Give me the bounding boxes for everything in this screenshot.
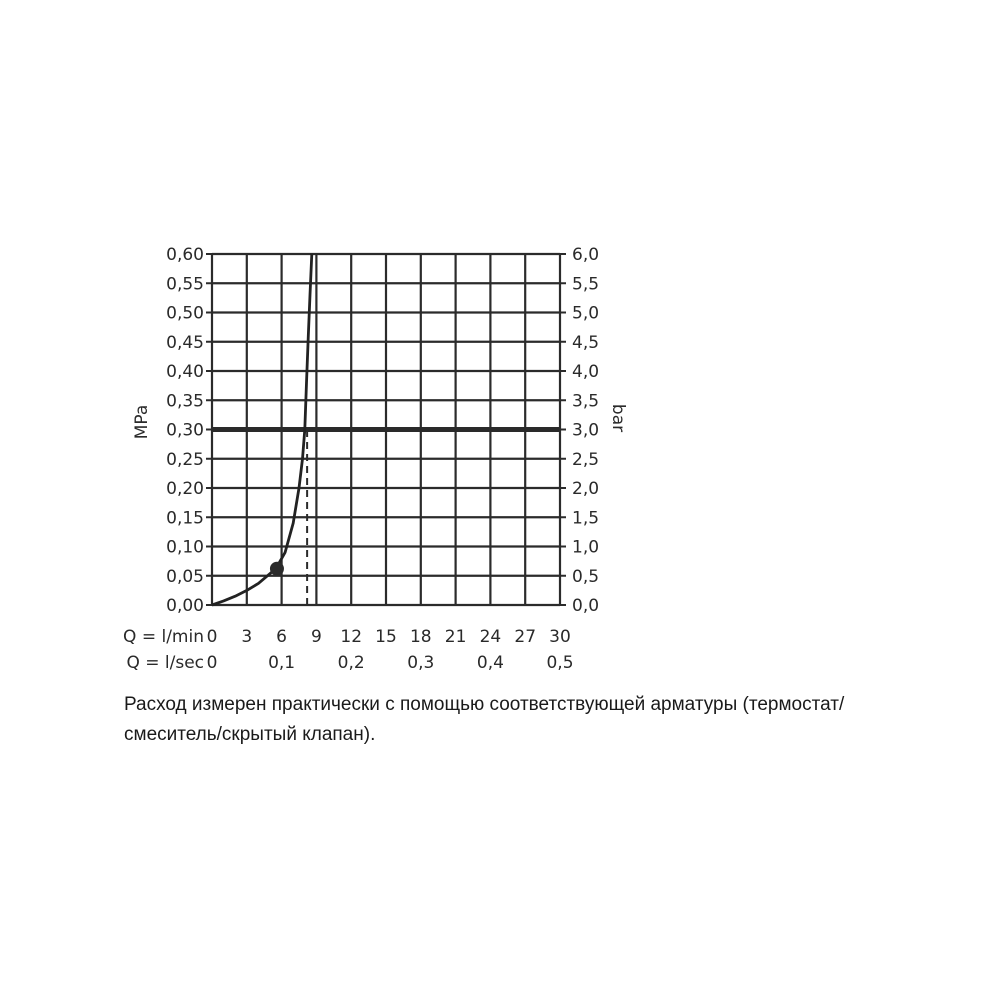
y-tick-label-left: 0,20 xyxy=(166,479,204,499)
y-tick-label-right: 5,0 xyxy=(572,303,600,324)
x-tick-label: 15 xyxy=(375,627,397,647)
x-row-label: Q = l/sec xyxy=(126,653,204,673)
y-tick-label-right: 4,5 xyxy=(572,332,600,353)
x-tick-label: 21 xyxy=(444,627,467,647)
x-row-label: Q = l/min xyxy=(123,627,204,647)
y-axis-right-title: bar xyxy=(608,403,628,433)
y-tick-label-left: 0,30 xyxy=(166,420,204,441)
x-tick-label: 6 xyxy=(276,627,288,647)
x-tick-label: 3 xyxy=(241,627,253,647)
y-tick-label-left: 0,45 xyxy=(166,332,204,353)
x-tick-label: 27 xyxy=(514,627,537,647)
x-tick-label: 0 xyxy=(206,627,218,647)
y-tick-label-left: 0,00 xyxy=(166,596,204,616)
x-tick-label: 0,2 xyxy=(337,653,365,673)
x-tick-label: 12 xyxy=(340,627,363,647)
y-tick-label-right: 3,5 xyxy=(572,391,600,412)
y-tick-label-right: 1,5 xyxy=(572,508,600,529)
x-tick-label: 0,4 xyxy=(476,653,504,673)
y-tick-label-right: 2,0 xyxy=(572,479,600,499)
y-tick-label-left: 0,60 xyxy=(166,245,204,265)
y-tick-label-left: 0,05 xyxy=(166,566,204,587)
x-tick-label: 0,1 xyxy=(268,653,296,673)
x-tick-label: 0,3 xyxy=(407,653,435,673)
y-tick-label-left: 0,25 xyxy=(166,449,204,470)
y-tick-label-left: 0,40 xyxy=(166,362,204,382)
chart-caption: Расход измерен практически с помощью соответствующей арматуры (термостат/ смеситель/скрытый клапан). xyxy=(124,694,845,745)
x-tick-label: 0,5 xyxy=(546,653,574,673)
x-tick-label: 30 xyxy=(549,627,571,647)
y-axis-left-title: MPa xyxy=(132,404,152,440)
y-tick-label-left: 0,15 xyxy=(166,508,204,529)
y-tick-label-right: 0,0 xyxy=(572,596,600,616)
x-tick-label: 9 xyxy=(310,627,322,647)
y-tick-label-left: 0,50 xyxy=(166,303,204,324)
y-tick-label-right: 5,5 xyxy=(572,274,600,295)
y-tick-label-left: 0,55 xyxy=(166,274,204,295)
y-tick-label-right: 0,5 xyxy=(572,566,600,587)
y-tick-label-right: 3,0 xyxy=(572,420,600,441)
y-axis-left xyxy=(166,245,212,616)
x-tick-label: 0 xyxy=(206,653,218,673)
y-axis-right xyxy=(560,245,599,616)
y-tick-label-right: 4,0 xyxy=(572,362,600,382)
y-tick-label-right: 1,0 xyxy=(572,537,600,558)
y-tick-label-left: 0,10 xyxy=(166,537,204,558)
x-tick-label: 24 xyxy=(479,627,502,647)
y-tick-label-right: 2,5 xyxy=(572,449,600,470)
y-tick-label-left: 0,35 xyxy=(166,391,204,412)
y-tick-label-right: 6,0 xyxy=(572,245,600,265)
x-axis-rows xyxy=(123,627,573,673)
operating-point-marker xyxy=(270,562,284,576)
x-tick-label: 18 xyxy=(409,627,432,647)
